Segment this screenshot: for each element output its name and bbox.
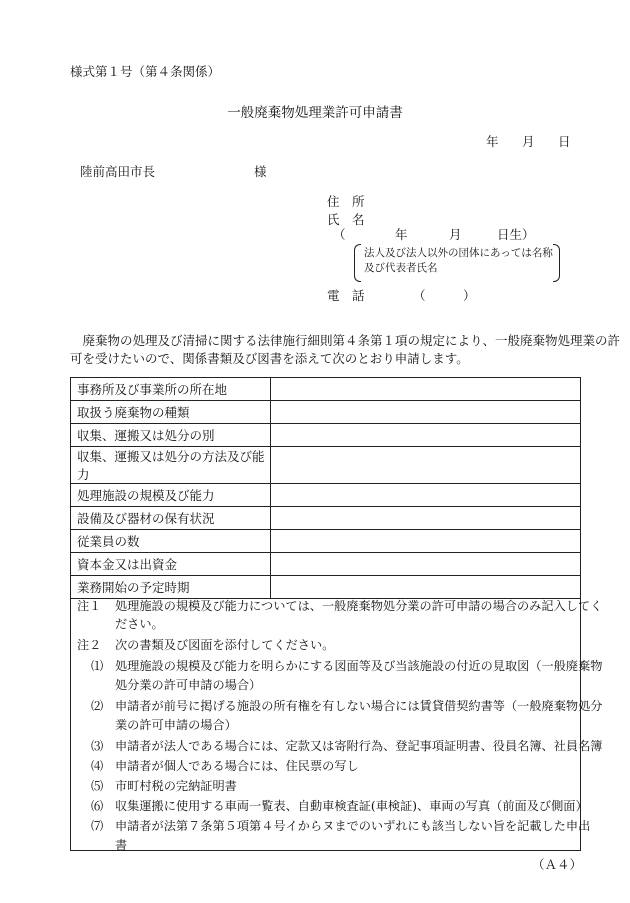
notes-section xyxy=(70,591,603,852)
attachment-item-number: ⑴ xyxy=(91,659,104,673)
table-row xyxy=(71,507,581,530)
phone-close-paren: ） xyxy=(463,288,476,303)
attachment-item-text: 申請者が個人である場合には、住民票の写し xyxy=(115,759,359,773)
row-label: 業務開始の予定時期 xyxy=(71,576,271,599)
birth-date-line xyxy=(333,225,535,243)
attachment-item-number: ⑶ xyxy=(91,739,104,753)
row-label: 収集、運搬又は処分の方法及び能力 xyxy=(71,447,271,484)
addressee-name: 陸前高田市長 xyxy=(80,164,156,179)
applicant-address-label: 住 所 xyxy=(327,194,365,209)
phone-line xyxy=(327,286,476,304)
intro-paragraph xyxy=(70,332,621,368)
note1-line1: 処理施設の規模及び能力については、一般廃棄物処分業の許可申請の場合のみ記入してく xyxy=(115,599,603,613)
attachment-item-text: 処理施設の規模及び能力を明らかにする図面等及び当該施設の付近の見取図（一般廃棄物 xyxy=(115,659,603,673)
left-bracket xyxy=(354,244,361,282)
application-date xyxy=(486,132,571,150)
note1-line2: ださい。 xyxy=(115,617,164,631)
attachment-item-text: 申請者が前号に掲げる施設の所有権を有しない場合には賃貸借契約書等（一般廃棄物処分 xyxy=(115,699,603,713)
intro-line1: 廃棄物の処理及び清掃に関する法律施行細則第４条第１項の規定により、一般廃棄物処理業の許 xyxy=(70,333,621,348)
date-day-label: 日 xyxy=(558,134,571,149)
organization-note xyxy=(364,246,553,276)
attachment-item-text: 市町村税の完納証明書 xyxy=(115,779,237,793)
paper-size-label: （Ａ４） xyxy=(532,857,583,872)
birth-day-label: 日生） xyxy=(497,227,535,242)
organization-note-line2: 及び代表者氏名 xyxy=(364,262,438,274)
attachment-item-text: 申請者が法人である場合には、定款又は寄附行為、登記事項証明書、役員名簿、社員名簿 xyxy=(115,739,603,753)
table-row xyxy=(71,378,581,401)
right-bracket xyxy=(553,244,560,282)
phone-open-paren: （ xyxy=(413,288,426,303)
attachment-item-text: 収集運搬に使用する車両一覧表、自動車検査証(車検証)、車両の写真（前面及び側面） xyxy=(115,799,588,813)
attachment-item-text-continued: 処分業の許可申請の場合） xyxy=(115,678,262,692)
application-table xyxy=(70,377,581,599)
row-value-field[interactable] xyxy=(271,507,581,530)
date-month-label: 月 xyxy=(522,134,535,149)
table-row xyxy=(71,484,581,507)
organization-note-bracket xyxy=(354,244,560,280)
row-label: 設備及び器材の保有状況 xyxy=(71,507,271,530)
attachment-item-number: ⑺ xyxy=(91,819,104,833)
row-label: 取扱う廃棄物の種類 xyxy=(71,401,271,424)
addressee-honorific: 様 xyxy=(254,164,267,179)
organization-note-line1: 法人及び法人以外の団体にあっては名称 xyxy=(364,247,553,259)
birth-open-paren: （ xyxy=(333,227,346,242)
note2-mark: 注２ xyxy=(77,638,102,652)
attachment-item-number: ⑷ xyxy=(91,759,104,773)
table-row xyxy=(71,424,581,447)
table-row xyxy=(71,530,581,553)
attachment-item-text-continued: 書 xyxy=(115,838,128,852)
row-value-field[interactable] xyxy=(271,484,581,507)
table-row xyxy=(71,553,581,576)
row-label: 事務所及び事業所の所在地 xyxy=(71,378,271,401)
row-value-field[interactable] xyxy=(271,401,581,424)
attachment-item-number: ⑹ xyxy=(91,799,104,813)
phone-label: 電 話 xyxy=(327,288,365,303)
document-title: 一般廃棄物処理業許可申請書 xyxy=(227,105,403,121)
row-label: 処理施設の規模及び能力 xyxy=(71,484,271,507)
row-value-field[interactable] xyxy=(271,530,581,553)
row-value-field[interactable] xyxy=(271,424,581,447)
row-label: 資本金又は出資金 xyxy=(71,553,271,576)
attachment-item-text-continued: 業の許可申請の場合） xyxy=(115,718,237,732)
row-value-field[interactable] xyxy=(271,447,581,484)
row-value-field[interactable] xyxy=(271,553,581,576)
attachment-item-number: ⑵ xyxy=(91,699,104,713)
intro-line2: 可を受けたいので、関係書類及び図書を添えて次のとおり申請します。 xyxy=(70,351,469,366)
row-label: 収集、運搬又は処分の別 xyxy=(71,424,271,447)
row-value-field[interactable] xyxy=(271,378,581,401)
date-year-label: 年 xyxy=(486,134,499,149)
table-row xyxy=(71,447,581,484)
note2-text: 次の書類及び図面を添付してください。 xyxy=(115,638,335,652)
note1-mark: 注１ xyxy=(77,599,102,613)
form-number: 様式第１号（第４条関係） xyxy=(70,64,221,79)
row-label: 従業員の数 xyxy=(71,530,271,553)
table-row xyxy=(71,401,581,424)
attachment-item-text: 申請者が法第７条第５項第４号イからヌまでのいずれにも該当しない旨を記載した申出 xyxy=(115,819,591,833)
birth-year-label: 年 xyxy=(395,227,408,242)
applicant-name-label: 氏 名 xyxy=(327,212,365,227)
birth-month-label: 月 xyxy=(449,227,462,242)
attachment-item-number: ⑸ xyxy=(91,779,104,793)
